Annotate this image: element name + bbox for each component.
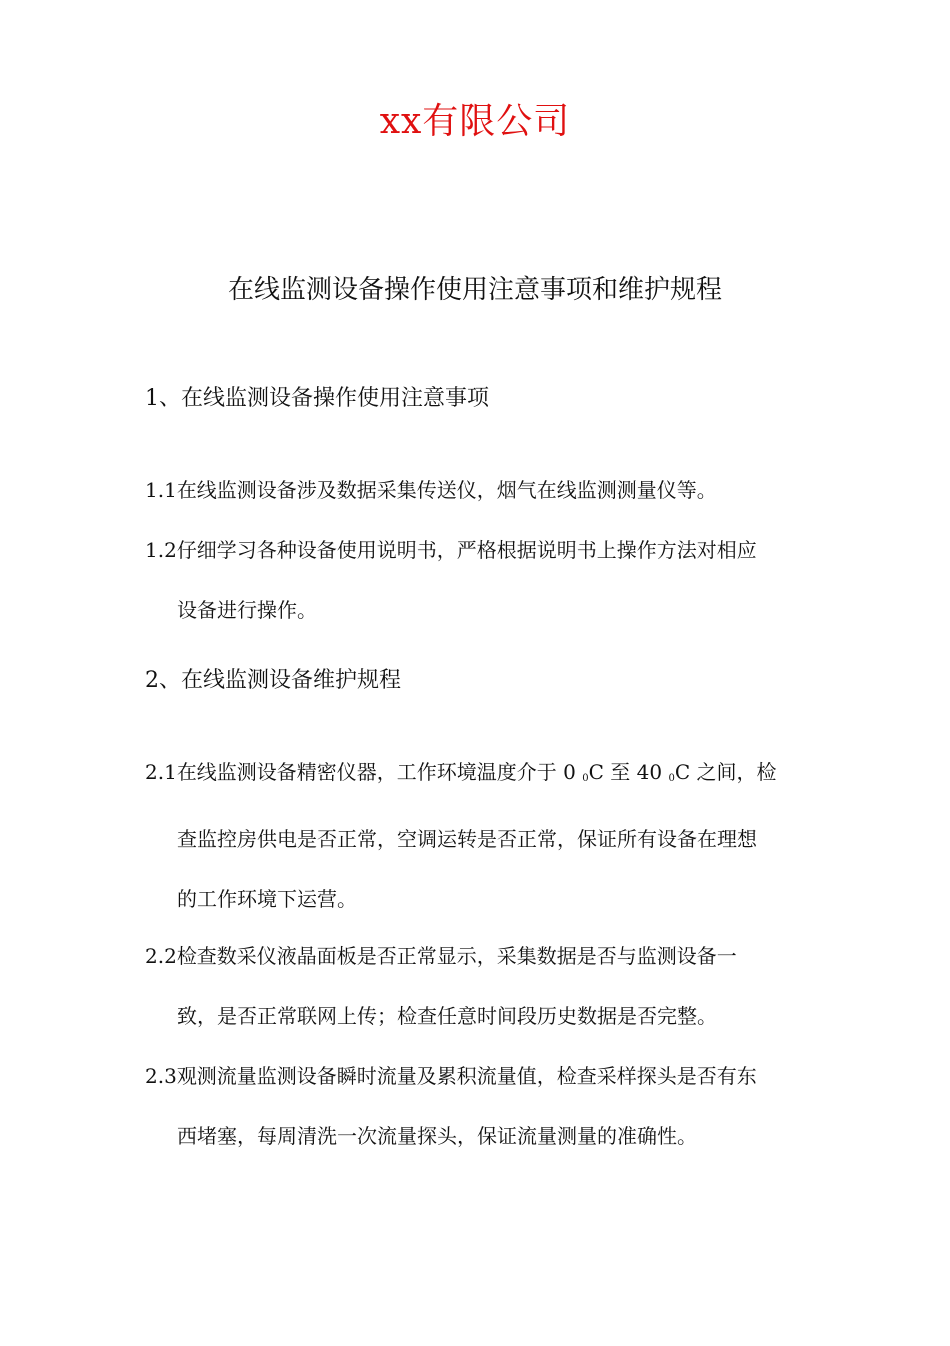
document-title: 在线监测设备操作使用注意事项和维护规程 [227,275,722,305]
item-text: C 至 40 [588,760,669,784]
item-text-continued: 西堵塞，每周清洗一次流量探头，保证流量测量的准确性。 [177,1124,697,1148]
section-1-heading: 1、在线监测设备操作使用注意事项 [145,386,489,411]
item-text: 在线监测设备精密仪器，工作环境温度介于 0 [176,760,583,784]
item-2-3 [145,1046,810,1166]
degree-mark: 0 [668,773,675,784]
item-text: C 之间，检 [674,760,777,784]
item-2-1 [145,742,810,929]
item-number: 1.2 [145,538,177,562]
item-text: 检查数采仪液晶面板是否正常显示，采集数据是否与监测设备一 [176,944,737,968]
item-text-continued: 致，是否正常联网上传；检查任意时间段历史数据是否完整。 [177,1004,717,1028]
item-text-continued: 设备进行操作。 [177,598,317,622]
item-text-continued: 查监控房供电是否正常，空调运转是否正常，保证所有设备在理想 [177,827,757,851]
item-number: 2.2 [145,944,177,968]
item-text: 仔细学习各种设备使用说明书，严格根据说明书上操作方法对相应 [176,538,757,562]
item-1-1 [145,460,810,520]
item-text: 观测流量监测设备瞬时流量及累积流量值，检查采样探头是否有东 [176,1064,757,1088]
item-1-2 [145,520,810,640]
item-2-2 [145,926,810,1046]
item-number: 2.1 [145,760,177,784]
company-name: xx有限公司 [379,101,571,142]
item-text: 在线监测设备涉及数据采集传送仪，烟气在线监测测量仪等。 [176,478,717,502]
item-number: 1.1 [145,478,177,502]
item-number: 2.3 [145,1064,177,1088]
degree-mark: 0 [582,773,589,784]
item-text-continued: 的工作环境下运营。 [177,887,357,911]
section-2-heading: 2、在线监测设备维护规程 [145,668,401,693]
